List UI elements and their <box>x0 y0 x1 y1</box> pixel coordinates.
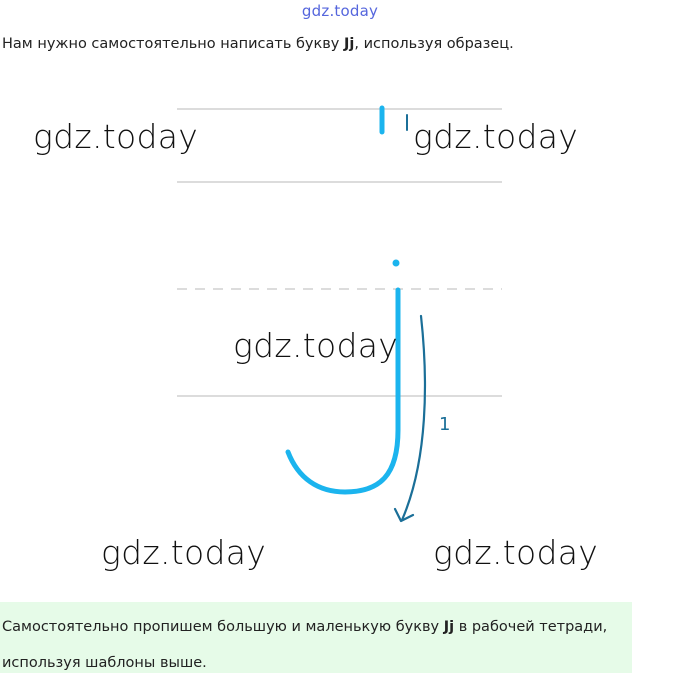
watermark: gdz.today <box>413 117 579 156</box>
letter-j-stroke <box>288 290 398 492</box>
intro-letters: Jj <box>344 36 355 52</box>
watermark: gdz.today <box>33 117 199 156</box>
letter-j-dot <box>393 260 400 267</box>
footer-text <box>2 609 622 673</box>
stroke-number: 1 <box>439 414 451 435</box>
watermark: gdz.today <box>433 533 599 572</box>
intro-after: , используя образец. <box>354 36 514 52</box>
stroke-direction-arrow <box>402 316 425 520</box>
footer-before: Самостоятельно пропишем большую и маленькую букву <box>2 619 444 635</box>
watermark: gdz.today <box>233 326 399 365</box>
site-watermark: gdz.today <box>301 2 379 20</box>
watermark: gdz.today <box>101 533 267 572</box>
footer-letters: Jj <box>443 619 455 635</box>
intro-before: Нам нужно самостоятельно написать букву <box>2 36 344 52</box>
footer-after: в рабочей тетради, используя шаблоны выше. <box>2 619 608 671</box>
